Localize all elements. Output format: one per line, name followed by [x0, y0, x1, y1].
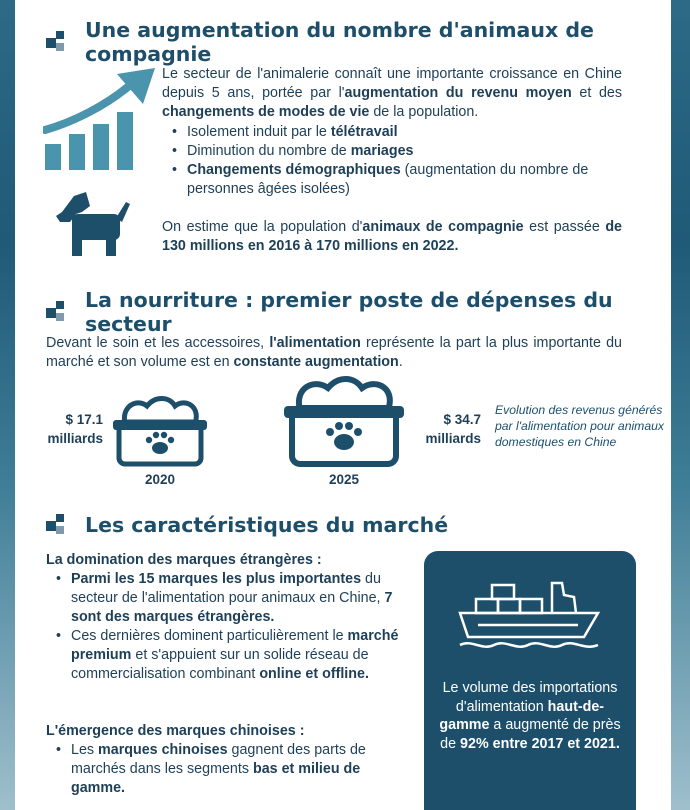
- list-item: • Ces dernières dominent particulièrement le marché premium et s'appuient sur un solide réseau de commercialisation combinant online et offline.: [46, 627, 408, 684]
- price-2020: $ 17.1 milliards: [47, 412, 103, 446]
- price-2025: $ 34.7 milliards: [425, 412, 481, 446]
- section1-title: Une augmentation du nombre d'animaux de compagnie: [85, 18, 594, 66]
- food-bowl-small-icon: [111, 396, 209, 468]
- revenue-note: Evolution des revenus générés par l'alimentation pour animaux domestiques en Chine: [495, 403, 664, 449]
- section2-title: La nourriture : premier poste de dépenses du secteur: [85, 288, 613, 336]
- chinese-brands-bullets: [46, 741, 408, 798]
- list-item: • Changements démographiques (augmentation du nombre de personnes âgées isolées): [162, 161, 622, 199]
- bullet-squares-icon: [46, 301, 68, 323]
- chinese-brands-heading: L'émergence des marques chinoises :: [46, 723, 305, 739]
- year-2020: 2020: [144, 472, 176, 487]
- growth-chart-icon: [43, 66, 157, 172]
- imports-panel: [424, 551, 636, 810]
- bullet-squares-icon: [46, 514, 68, 536]
- page: [15, 0, 671, 810]
- cargo-ship-icon: [458, 573, 602, 651]
- list-item: • Isolement induit par le télétravail: [162, 123, 622, 142]
- imports-text: Le volume des importations d'alimentation haut-de-gamme a augmenté de près de 92% entre 2017 et 2021.: [439, 680, 621, 752]
- food-bowl-large-icon: [282, 376, 406, 468]
- year-2025: 2025: [328, 472, 360, 487]
- list-item: • Parmi les 15 marques les plus importantes du secteur de l'alimentation pour animaux en Chine, 7 sont des marques étrangères.: [46, 570, 408, 627]
- section3-title: Les caractéristiques du marché: [85, 513, 449, 537]
- foreign-brands-bullets: [46, 570, 408, 684]
- list-item: • Les marques chinoises gagnent des parts de marchés dans les segments bas et milieu de gamme.: [46, 741, 408, 798]
- foreign-brands-heading: La domination des marques étrangères :: [46, 552, 322, 568]
- section1-heading: [46, 18, 671, 66]
- dog-icon: [56, 192, 132, 258]
- section1-estimate: On estime que la population d'animaux de compagnie est passée de 130 millions en 2016 à 170 millions en 2022.: [162, 219, 623, 254]
- section3-heading: [46, 513, 448, 537]
- section1-bullets: [162, 123, 622, 199]
- list-item: • Diminution du nombre de mariages: [162, 142, 622, 161]
- bullet-squares-icon: [46, 31, 68, 53]
- section2-text: Devant le soin et les accessoires, l'alimentation représente la part la plus importante du marché et son volume est en constante augmentation.: [46, 335, 622, 370]
- section2-heading: [46, 288, 671, 336]
- section1-intro: Le secteur de l'animalerie connaît une importante croissance en Chine depuis 5 ans, portée par l'augmentation du revenu moyen et des changements de modes de vie de la population.: [162, 66, 623, 120]
